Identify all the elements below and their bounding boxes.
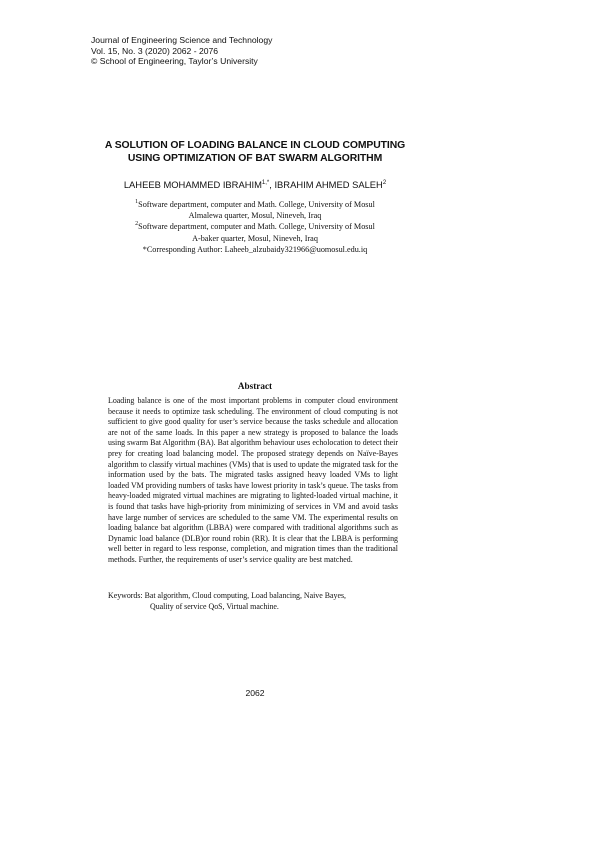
journal-header xyxy=(91,35,272,67)
affiliation-2-text: Software department, computer and Math. College, University of Mosul xyxy=(138,222,375,232)
affiliation-1-mark: 1 xyxy=(135,199,139,205)
author-list xyxy=(60,179,450,191)
journal-volume: Vol. 15, No. 3 (2020) 2062 - 2076 xyxy=(91,45,219,56)
keywords-line-1: Keywords: Bat algorithm, Cloud computing, Load balancing, Naive Bayes, xyxy=(108,591,346,600)
title-line-2: USING OPTIMIZATION OF BAT SWARM ALGORITHM xyxy=(127,153,383,164)
author-1-name: LAHEEB MOHAMMED IBRAHIM xyxy=(123,179,262,190)
corresponding-author: *Corresponding Author: Laheeb_alzubaidy321966@uomosul.edu.iq xyxy=(142,244,368,254)
keywords-line-2: Quality of service QoS, Virtual machine. xyxy=(150,601,279,611)
author-2-marks: 2 xyxy=(382,180,387,186)
author-1-marks: 1,* xyxy=(261,180,270,186)
page-number: 2062 xyxy=(245,688,265,698)
abstract-heading: Abstract xyxy=(237,381,273,391)
paper-title xyxy=(60,139,450,165)
author-2-name: IBRAHIM AHMED SALEH xyxy=(274,179,383,190)
journal-name: Journal of Engineering Science and Technology xyxy=(91,35,273,45)
keywords xyxy=(108,591,398,612)
affiliation-1-text: Software department, computer and Math. College, University of Mosul xyxy=(138,200,375,209)
affiliation-2-mark: 2 xyxy=(135,221,139,228)
affiliation-1-line-2: Almalewa quarter, Mosul, Nineveh, Iraq xyxy=(188,211,322,221)
journal-copyright: © School of Engineering, Taylor’s University xyxy=(91,56,258,66)
author-separator: , xyxy=(269,179,275,190)
affiliations xyxy=(60,199,450,255)
abstract-body: Loading balance is one of the most important problems in computer cloud environment because it needs to optimize task scheduling. The environment of cloud computing is not sufficient to give good quality for user’s service because the tasks schedule and allocation are not of the same loads. In this paper a new strategy is proposed to balance the loads using swarm Bat Algorithm (BA). Bat algorithm behaviour uses echolocation to detect their prey for creating load balancing model. The proposed strategy depends on Naïve-Bayes algorithm to classify virtual machines (VMs) that is used to update the migrated task for the information used by the bats. The migrated tasks assigned heavy loaded VMs to light loaded VM providing numbers of tasks have lowest priority in task’s queue. The tasks from heavy-loaded migrated virtual machines are migrating to lighted-loaded virtual machine, it is found that tasks have high-priority from minimizing of services in VM and avoid tasks have large number of services are scheduled to the same VM. The experimental results on loading balance bat algorithm (LBBA) were compared with traditional algorithms such as Dynamic load balance (DLB)or round robin (RR). It is clear that the LBBA is performing well better in regard to less response, completion, and migration times than the traditional methods. Further, the requirements of user’s service quality are best matched. xyxy=(108,396,398,564)
affiliation-1-line-1 xyxy=(60,199,450,210)
affiliation-2-line-2: A-baker quarter, Mosul, Nineveh, Iraq xyxy=(192,233,318,243)
title-line-1: A SOLUTION OF LOADING BALANCE IN CLOUD COMPUTING xyxy=(104,140,406,151)
affiliation-2-line-1 xyxy=(60,221,450,232)
